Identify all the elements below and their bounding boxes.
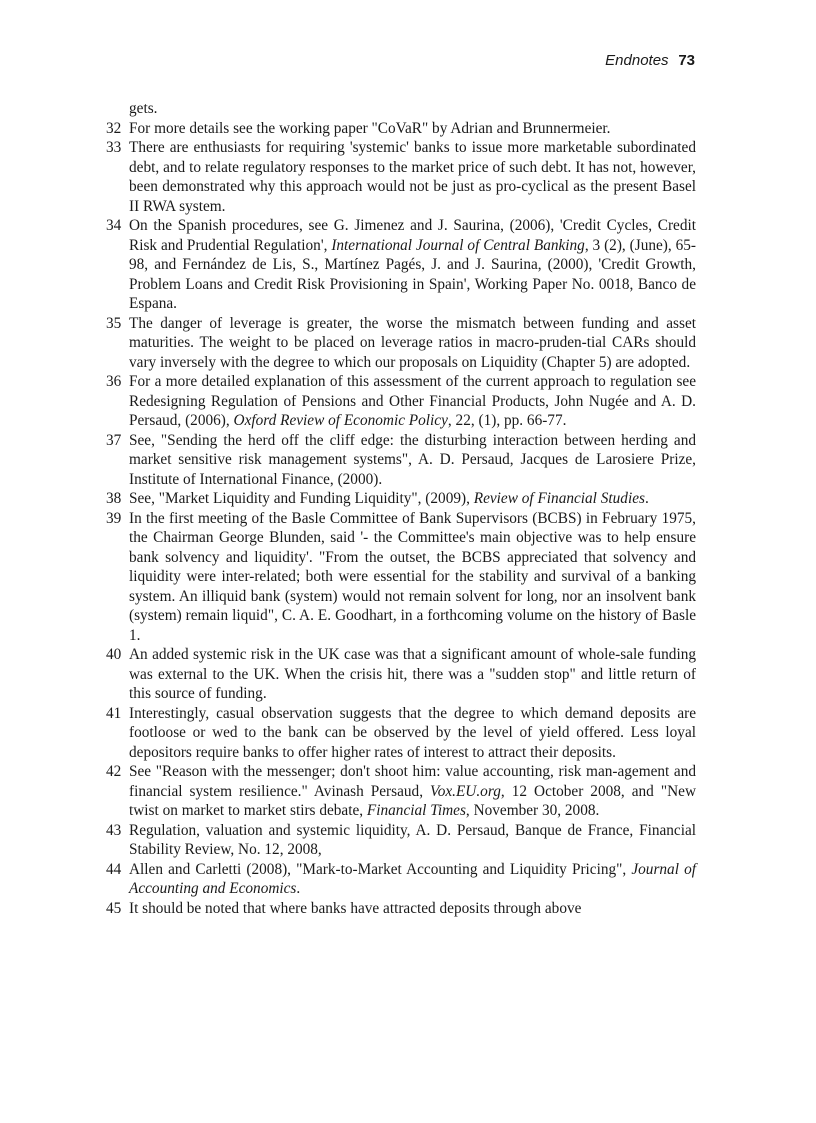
journal-title: Financial Times [366,802,466,819]
journal-title: Vox.EU.org [430,782,501,800]
endnote-number: 38 [106,490,122,507]
endnote-text: The danger of leverage is greater, the worse the mismatch between funding and asset maturities. The weight to be placed on leverage ratios in macro-pruden-tial CARs should vary inversely with the degree to which our proposals on Liquidity (Chapter 5) are adopted. [129,314,696,371]
endnote-35 [106,314,696,373]
endnote-number: 43 [106,821,122,839]
endnote-text: In the first meeting of the Basle Committee of Bank Supervisors (BCBS) in February 1975, the Chairman George Blunden, said '- the Committee's main objective was to help ensure bank solvency and liquidity'. "From the outset, the BCBS appreciated that solvency and liquidity were inter-related; both were essential for the stability and survival of a banking system. An illiquid bank (system) would not remain solvent for long, nor an insolvent bank (system) remain liquid", C. A. E. Goodhart, in a forthcoming volume on the history of Basle 1. [129,509,696,644]
endnote-number: 37 [106,431,122,449]
endnote-number: 33 [106,139,122,156]
endnote-text: See, "Sending the herd off the cliff edge: the disturbing interaction between herding and market sensitive risk management systems", A. D. Persaud, Jacques de Larosiere Prize, Institute of International Finance, (2000). [129,431,696,488]
endnote-38 [106,489,696,509]
section-title: Endnotes [605,52,669,69]
endnote-number: 44 [106,860,122,878]
endnote-number: 41 [106,704,122,722]
endnote-text: For a more detailed explanation of this assessment of the current approach to regulation see Redesigning Regulation of Pensions and Other Financial Products, John Nugée and A. D. Persaud, (2006), Oxford Review of Economic Policy, 22, (1), pp. 66-77. [129,373,696,429]
endnote-number: 42 [106,763,122,780]
endnote-text: There are enthusiasts for requiring 'systemic' banks to issue more marketable subordinated debt, and to relate regulatory responses to the market price of such debt. It has not, however, been demonstrated why this approach would not be just as pro-cyclical as the present Basel II RWA system. [129,139,696,215]
journal-title: International Journal of Central Banking [331,236,585,254]
endnote-text: See "Reason with the messenger; don't shoot him: value accounting, risk man-agement and financial system resilience." Avinash Persaud, Vox.EU.org, 12 October 2008, and "New twist on market to market stirs debate, Financial Times, November 30, 2008. [129,763,696,819]
journal-title: Oxford Review of Economic Policy [233,412,448,429]
journal-title: Journal of Accounting and Economics [129,860,696,897]
endnote-42 [106,762,696,821]
endnote-39 [106,509,696,646]
endnote-text: It should be noted that where banks have attracted deposits through above [129,899,582,917]
endnote-40 [106,645,696,704]
endnote-36 [106,372,696,431]
journal-title: Review of Financial Studies [473,490,645,507]
endnote-text: An added systemic risk in the UK case was that a significant amount of whole-sale funding was external to the UK. When the crisis hit, there was a "sudden stop" and little return of this source of funding. [129,646,696,702]
endnote-number: 40 [106,646,122,663]
endnote-number: 39 [106,509,122,527]
endnote-continuation-text: gets. [129,100,158,117]
endnote-number: 35 [106,314,122,332]
endnote-45 [106,899,696,919]
endnote-number: 34 [106,217,122,234]
endnote-text: See, "Market Liquidity and Funding Liquidity", (2009), Review of Financial Studies. [129,490,649,507]
endnote-text: Allen and Carletti (2008), "Mark-to-Market Accounting and Liquidity Pricing", Journal of Accounting and Economics. [129,860,696,897]
endnote-43 [106,821,696,860]
page-number: 73 [678,52,695,69]
running-head [605,52,695,70]
endnote-text: On the Spanish procedures, see G. Jimenez and J. Saurina, (2006), 'Credit Cycles, Credit Risk and Prudential Regulation', International Journal of Central Banking, 3 (2), (June), 65-98, and Fernández de Lis, S., Martínez Pagés, J. and J. Saurina, (2000), 'Credit Growth, Problem Loans and Credit Risk Provisioning in Spain', Working Paper No. 0018, Banco de Espana. [129,217,696,312]
endnote-44 [106,860,696,899]
endnote-41 [106,704,696,763]
endnotes-list [106,99,696,918]
endnote-32 [106,119,696,139]
endnote-number: 36 [106,373,122,390]
endnote-34 [106,216,696,314]
endnote-continuation [106,99,696,119]
endnote-text: Regulation, valuation and systemic liquidity, A. D. Persaud, Banque de France, Financial Stability Review, No. 12, 2008, [129,821,696,858]
endnote-33 [106,138,696,216]
endnote-number: 45 [106,899,122,917]
endnote-text: Interestingly, casual observation suggests that the degree to which demand deposits are footloose or wed to the bank can be observed by the level of yield offered. Less loyal depositors require banks to offer higher rates of interest to attract their deposits. [129,704,696,761]
endnote-37 [106,431,696,490]
endnote-number: 32 [106,119,122,137]
endnote-text: For more details see the working paper "CoVaR" by Adrian and Brunnermeier. [129,119,611,137]
